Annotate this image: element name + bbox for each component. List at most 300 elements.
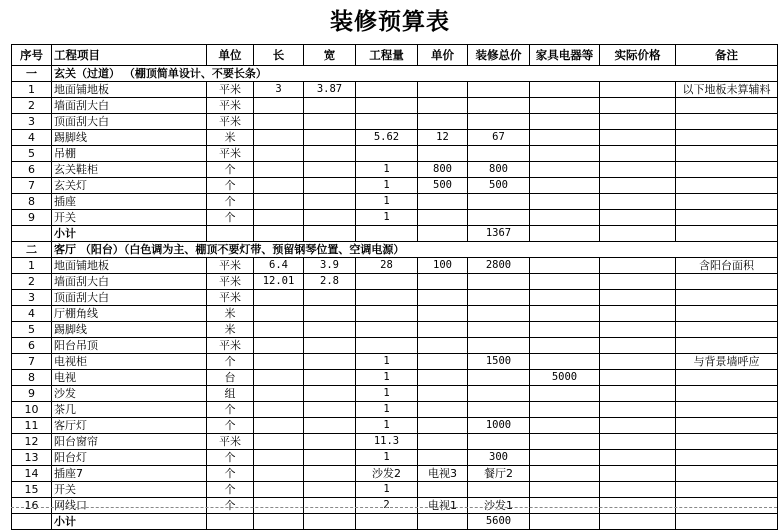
table-cell[interactable]: 1 — [356, 178, 418, 194]
table-cell[interactable]: 台 — [207, 370, 254, 386]
table-cell[interactable] — [304, 466, 356, 482]
table-cell[interactable]: 墙面刮大白 — [52, 274, 207, 290]
table-cell[interactable] — [468, 114, 530, 130]
table-cell[interactable] — [304, 194, 356, 210]
table-cell[interactable] — [600, 258, 676, 274]
table-cell[interactable] — [468, 194, 530, 210]
table-cell[interactable] — [304, 98, 356, 114]
table-cell[interactable]: 个 — [207, 466, 254, 482]
table-cell[interactable]: 沙发1 — [468, 498, 530, 514]
table-cell[interactable]: 1 — [12, 82, 52, 98]
table-cell[interactable] — [418, 450, 468, 466]
table-cell[interactable] — [600, 226, 676, 242]
table-cell[interactable] — [356, 306, 418, 322]
table-cell[interactable] — [468, 322, 530, 338]
table-cell[interactable]: 15 — [12, 482, 52, 498]
table-cell[interactable] — [600, 354, 676, 370]
table-cell[interactable] — [207, 226, 254, 242]
table-cell[interactable] — [600, 114, 676, 130]
section-header-row — [12, 66, 778, 82]
table-cell[interactable]: 1 — [356, 418, 418, 434]
table-cell[interactable] — [418, 386, 468, 402]
section-number[interactable]: 一 — [12, 66, 52, 82]
table-cell[interactable] — [356, 290, 418, 306]
table-cell[interactable]: 平米 — [207, 98, 254, 114]
table-cell[interactable] — [600, 274, 676, 290]
table-cell[interactable]: 7 — [12, 178, 52, 194]
header-cell[interactable]: 单位 — [207, 45, 254, 66]
table-cell[interactable]: 顶面刮大白 — [52, 290, 207, 306]
table-cell[interactable]: 插座 — [52, 194, 207, 210]
table-cell[interactable] — [304, 434, 356, 450]
table-cell[interactable] — [356, 146, 418, 162]
table-cell[interactable]: 踢脚线 — [52, 130, 207, 146]
header-cell[interactable]: 备注 — [676, 45, 778, 66]
table-cell[interactable] — [304, 226, 356, 242]
table-cell[interactable] — [254, 450, 304, 466]
table-cell[interactable] — [676, 162, 778, 178]
table-cell[interactable] — [468, 274, 530, 290]
table-cell[interactable]: 个 — [207, 162, 254, 178]
table-cell[interactable]: 墙面刮大白 — [52, 98, 207, 114]
table-cell[interactable]: 4 — [12, 306, 52, 322]
table-cell[interactable] — [676, 322, 778, 338]
table-cell[interactable] — [468, 98, 530, 114]
table-cell[interactable] — [304, 306, 356, 322]
table-cell[interactable]: 12 — [12, 434, 52, 450]
table-cell[interactable] — [254, 322, 304, 338]
table-cell[interactable]: 2 — [12, 98, 52, 114]
table-cell[interactable]: 16 — [12, 498, 52, 514]
table-cell[interactable]: 个 — [207, 178, 254, 194]
table-cell[interactable]: 个 — [207, 418, 254, 434]
table-cell[interactable] — [418, 434, 468, 450]
table-cell[interactable]: 8 — [12, 370, 52, 386]
table-cell[interactable]: 2.8 — [304, 274, 356, 290]
table-cell[interactable]: 1 — [356, 194, 418, 210]
table-cell[interactable] — [254, 354, 304, 370]
table-cell[interactable] — [530, 466, 600, 482]
table-cell[interactable] — [254, 370, 304, 386]
table-cell[interactable]: 玄关灯 — [52, 178, 207, 194]
table-cell[interactable] — [468, 338, 530, 354]
table-cell[interactable] — [254, 466, 304, 482]
table-cell[interactable]: 500 — [418, 178, 468, 194]
table-cell[interactable]: 玄关鞋柜 — [52, 162, 207, 178]
table-cell[interactable] — [600, 466, 676, 482]
table-cell[interactable] — [254, 210, 304, 226]
table-cell[interactable]: 4 — [12, 130, 52, 146]
table-cell[interactable] — [676, 482, 778, 498]
table-cell[interactable]: 67 — [468, 130, 530, 146]
table-cell[interactable]: 踢脚线 — [52, 322, 207, 338]
header-cell[interactable]: 长 — [254, 45, 304, 66]
table-cell[interactable] — [600, 210, 676, 226]
table-cell[interactable] — [530, 162, 600, 178]
table-cell[interactable] — [468, 482, 530, 498]
table-cell[interactable]: 9 — [12, 210, 52, 226]
table-cell[interactable] — [600, 402, 676, 418]
table-cell[interactable]: 沙发 — [52, 386, 207, 402]
table-cell[interactable] — [254, 434, 304, 450]
table-cell[interactable] — [356, 322, 418, 338]
table-cell[interactable] — [676, 274, 778, 290]
table-cell[interactable] — [254, 162, 304, 178]
table-cell[interactable] — [418, 290, 468, 306]
section-title[interactable]: 玄关（过道） （棚顶简单设计、不要长条） — [52, 66, 778, 82]
subtotal-label[interactable]: 小计 — [52, 514, 207, 530]
table-cell[interactable] — [304, 482, 356, 498]
table-cell[interactable] — [418, 194, 468, 210]
table-cell[interactable] — [304, 162, 356, 178]
table-cell[interactable]: 阳台吊顶 — [52, 338, 207, 354]
table-cell[interactable]: 厅棚角线 — [52, 306, 207, 322]
table-cell[interactable] — [356, 338, 418, 354]
table-cell[interactable]: 3.9 — [304, 258, 356, 274]
table-cell[interactable] — [600, 386, 676, 402]
table-cell[interactable] — [418, 274, 468, 290]
table-cell[interactable] — [418, 306, 468, 322]
table-cell[interactable]: 3.87 — [304, 82, 356, 98]
table-cell[interactable]: 12.01 — [254, 274, 304, 290]
table-cell[interactable] — [468, 402, 530, 418]
table-cell[interactable]: 个 — [207, 194, 254, 210]
table-cell[interactable] — [676, 386, 778, 402]
table-cell[interactable]: 7 — [12, 354, 52, 370]
table-cell[interactable] — [418, 322, 468, 338]
table-cell[interactable] — [418, 370, 468, 386]
table-cell[interactable]: 个 — [207, 210, 254, 226]
table-cell[interactable]: 11.3 — [356, 434, 418, 450]
table-cell[interactable]: 8 — [12, 194, 52, 210]
table-cell[interactable]: 2 — [12, 274, 52, 290]
table-cell[interactable]: 个 — [207, 482, 254, 498]
table-cell[interactable] — [254, 98, 304, 114]
table-cell[interactable] — [418, 482, 468, 498]
table-cell[interactable]: 个 — [207, 498, 254, 514]
table-cell[interactable]: 800 — [418, 162, 468, 178]
table-cell[interactable] — [600, 290, 676, 306]
table-cell[interactable] — [468, 370, 530, 386]
table-cell[interactable] — [254, 386, 304, 402]
table-cell[interactable]: 1 — [356, 162, 418, 178]
table-cell[interactable]: 2 — [356, 498, 418, 514]
table-cell[interactable] — [304, 130, 356, 146]
table-cell[interactable] — [304, 322, 356, 338]
section-number[interactable]: 二 — [12, 242, 52, 258]
table-cell[interactable] — [304, 178, 356, 194]
table-cell[interactable]: 与背景墙呼应 — [676, 354, 778, 370]
table-cell[interactable]: 平米 — [207, 338, 254, 354]
table-cell[interactable] — [418, 226, 468, 242]
table-cell[interactable] — [418, 418, 468, 434]
table-cell[interactable]: 100 — [418, 258, 468, 274]
table-cell[interactable]: 插座7 — [52, 466, 207, 482]
table-cell[interactable]: 3 — [12, 114, 52, 130]
table-cell[interactable]: 以下地板未算辅料 — [676, 82, 778, 98]
table-cell[interactable]: 12 — [418, 130, 468, 146]
table-cell[interactable]: 平米 — [207, 114, 254, 130]
table-cell[interactable] — [254, 418, 304, 434]
header-cell[interactable]: 序号 — [12, 45, 52, 66]
table-cell[interactable]: 2800 — [468, 258, 530, 274]
table-cell[interactable]: 组 — [207, 386, 254, 402]
table-cell[interactable] — [304, 210, 356, 226]
table-cell[interactable] — [254, 306, 304, 322]
header-cell[interactable]: 单价 — [418, 45, 468, 66]
table-cell[interactable] — [530, 450, 600, 466]
table-cell[interactable]: 米 — [207, 306, 254, 322]
table-cell[interactable]: 10 — [12, 402, 52, 418]
table-cell[interactable] — [254, 226, 304, 242]
table-cell[interactable] — [676, 210, 778, 226]
table-cell[interactable] — [676, 466, 778, 482]
table-cell[interactable] — [530, 194, 600, 210]
table-cell[interactable] — [12, 226, 52, 242]
table-cell[interactable] — [530, 482, 600, 498]
table-cell[interactable]: 13 — [12, 450, 52, 466]
table-cell[interactable]: 5.62 — [356, 130, 418, 146]
table-cell[interactable]: 1 — [356, 450, 418, 466]
table-cell[interactable] — [254, 402, 304, 418]
table-cell[interactable] — [418, 82, 468, 98]
table-cell[interactable] — [676, 370, 778, 386]
table-cell[interactable]: 米 — [207, 130, 254, 146]
table-cell[interactable]: 客厅灯 — [52, 418, 207, 434]
table-cell[interactable] — [676, 306, 778, 322]
table-cell[interactable] — [600, 98, 676, 114]
table-cell[interactable] — [304, 114, 356, 130]
table-cell[interactable] — [254, 290, 304, 306]
table-cell[interactable]: 300 — [468, 450, 530, 466]
table-cell[interactable]: 平米 — [207, 146, 254, 162]
table-cell[interactable] — [356, 98, 418, 114]
table-cell[interactable]: 电视柜 — [52, 354, 207, 370]
table-cell[interactable] — [418, 146, 468, 162]
table-cell[interactable] — [304, 354, 356, 370]
table-cell[interactable]: 1 — [356, 482, 418, 498]
table-cell[interactable] — [676, 418, 778, 434]
table-cell[interactable]: 个 — [207, 450, 254, 466]
table-cell[interactable]: 1 — [356, 210, 418, 226]
table-cell[interactable] — [418, 338, 468, 354]
header-cell[interactable]: 宽 — [304, 45, 356, 66]
table-cell[interactable] — [254, 114, 304, 130]
table-cell[interactable] — [530, 306, 600, 322]
table-cell[interactable]: 14 — [12, 466, 52, 482]
table-cell[interactable]: 地面铺地板 — [52, 82, 207, 98]
table-cell[interactable] — [530, 146, 600, 162]
table-cell[interactable] — [254, 178, 304, 194]
table-cell[interactable]: 平米 — [207, 434, 254, 450]
table-cell[interactable]: 含阳台面积 — [676, 258, 778, 274]
table-cell[interactable] — [676, 194, 778, 210]
table-cell[interactable] — [600, 178, 676, 194]
table-cell[interactable] — [676, 114, 778, 130]
table-cell[interactable] — [304, 450, 356, 466]
table-cell[interactable]: 电视3 — [418, 466, 468, 482]
table-cell[interactable]: 地面铺地板 — [52, 258, 207, 274]
table-cell[interactable] — [600, 418, 676, 434]
table-cell[interactable] — [676, 178, 778, 194]
table-cell[interactable] — [304, 338, 356, 354]
table-cell[interactable]: 1 — [356, 402, 418, 418]
table-cell[interactable] — [356, 114, 418, 130]
table-cell[interactable]: 沙发2 — [356, 466, 418, 482]
table-cell[interactable] — [600, 162, 676, 178]
subtotal-value[interactable]: 1367 — [468, 226, 530, 242]
table-cell[interactable]: 9 — [12, 386, 52, 402]
table-cell[interactable]: 3 — [12, 290, 52, 306]
table-cell[interactable]: 餐厅2 — [468, 466, 530, 482]
table-cell[interactable]: 平米 — [207, 258, 254, 274]
table-cell[interactable] — [530, 418, 600, 434]
table-cell[interactable] — [418, 210, 468, 226]
table-cell[interactable] — [600, 82, 676, 98]
table-cell[interactable] — [304, 418, 356, 434]
table-cell[interactable] — [530, 210, 600, 226]
table-cell[interactable] — [468, 210, 530, 226]
table-cell[interactable] — [254, 338, 304, 354]
table-cell[interactable] — [600, 338, 676, 354]
table-cell[interactable] — [676, 338, 778, 354]
table-cell[interactable]: 阳台灯 — [52, 450, 207, 466]
header-cell[interactable]: 家具电器等 — [530, 45, 600, 66]
subtotal-value[interactable]: 5600 — [468, 514, 530, 530]
table-cell[interactable] — [304, 402, 356, 418]
table-cell[interactable] — [254, 146, 304, 162]
table-cell[interactable] — [600, 194, 676, 210]
table-cell[interactable]: 3 — [254, 82, 304, 98]
table-cell[interactable] — [418, 114, 468, 130]
table-cell[interactable] — [304, 146, 356, 162]
table-cell[interactable] — [676, 98, 778, 114]
table-cell[interactable]: 6 — [12, 338, 52, 354]
table-cell[interactable] — [676, 146, 778, 162]
table-cell[interactable] — [600, 322, 676, 338]
table-cell[interactable]: 1 — [356, 354, 418, 370]
table-cell[interactable] — [676, 226, 778, 242]
table-cell[interactable]: 6.4 — [254, 258, 304, 274]
table-cell[interactable]: 电视1 — [418, 498, 468, 514]
table-cell[interactable]: 5 — [12, 146, 52, 162]
table-cell[interactable] — [530, 402, 600, 418]
table-cell[interactable] — [468, 82, 530, 98]
table-cell[interactable] — [530, 322, 600, 338]
table-cell[interactable] — [530, 82, 600, 98]
table-cell[interactable] — [530, 338, 600, 354]
table-cell[interactable] — [600, 450, 676, 466]
table-cell[interactable]: 1000 — [468, 418, 530, 434]
table-cell[interactable]: 平米 — [207, 274, 254, 290]
header-cell[interactable]: 工程量 — [356, 45, 418, 66]
table-cell[interactable] — [468, 306, 530, 322]
table-cell[interactable] — [468, 290, 530, 306]
table-cell[interactable]: 茶几 — [52, 402, 207, 418]
table-cell[interactable] — [254, 482, 304, 498]
table-cell[interactable] — [530, 386, 600, 402]
table-cell[interactable] — [676, 434, 778, 450]
table-cell[interactable]: 电视 — [52, 370, 207, 386]
table-cell[interactable] — [530, 178, 600, 194]
table-cell[interactable] — [530, 98, 600, 114]
table-cell[interactable]: 吊棚 — [52, 146, 207, 162]
table-cell[interactable]: 5 — [12, 322, 52, 338]
subtotal-label[interactable]: 小计 — [52, 226, 207, 242]
table-cell[interactable] — [530, 258, 600, 274]
table-cell[interactable] — [530, 130, 600, 146]
table-cell[interactable]: 11 — [12, 418, 52, 434]
table-cell[interactable]: 网线口 — [52, 498, 207, 514]
table-cell[interactable] — [676, 402, 778, 418]
table-cell[interactable]: 平米 — [207, 290, 254, 306]
table-cell[interactable] — [530, 434, 600, 450]
table-cell[interactable]: 阳台窗帘 — [52, 434, 207, 450]
header-cell[interactable]: 实际价格 — [600, 45, 676, 66]
table-cell[interactable]: 个 — [207, 402, 254, 418]
table-cell[interactable] — [304, 290, 356, 306]
table-cell[interactable]: 顶面刮大白 — [52, 114, 207, 130]
table-cell[interactable] — [676, 450, 778, 466]
table-cell[interactable] — [418, 402, 468, 418]
header-cell[interactable]: 工程项目 — [52, 45, 207, 66]
table-cell[interactable]: 平米 — [207, 82, 254, 98]
table-cell[interactable] — [676, 290, 778, 306]
table-cell[interactable] — [304, 370, 356, 386]
table-cell[interactable] — [530, 290, 600, 306]
table-cell[interactable] — [530, 274, 600, 290]
table-cell[interactable]: 开关 — [52, 482, 207, 498]
table-cell[interactable] — [418, 98, 468, 114]
table-cell[interactable] — [530, 354, 600, 370]
table-cell[interactable]: 米 — [207, 322, 254, 338]
table-cell[interactable]: 1500 — [468, 354, 530, 370]
table-cell[interactable] — [356, 82, 418, 98]
table-cell[interactable]: 28 — [356, 258, 418, 274]
table-cell[interactable]: 6 — [12, 162, 52, 178]
table-cell[interactable] — [356, 274, 418, 290]
table-cell[interactable] — [468, 146, 530, 162]
table-cell[interactable] — [600, 482, 676, 498]
table-cell[interactable] — [530, 226, 600, 242]
table-cell[interactable] — [600, 434, 676, 450]
table-row — [12, 370, 778, 386]
table-cell[interactable]: 500 — [468, 178, 530, 194]
table-cell[interactable] — [356, 226, 418, 242]
table-cell[interactable]: 1 — [356, 370, 418, 386]
table-cell[interactable] — [254, 194, 304, 210]
table-cell[interactable] — [418, 354, 468, 370]
table-cell[interactable]: 800 — [468, 162, 530, 178]
table-cell[interactable] — [676, 130, 778, 146]
table-cell[interactable] — [304, 386, 356, 402]
table-cell[interactable]: 1 — [356, 386, 418, 402]
table-cell[interactable] — [530, 114, 600, 130]
table-cell[interactable]: 5000 — [530, 370, 600, 386]
table-cell[interactable] — [468, 434, 530, 450]
table-cell[interactable]: 1 — [12, 258, 52, 274]
table-cell[interactable] — [600, 146, 676, 162]
table-cell[interactable] — [600, 306, 676, 322]
table-cell[interactable] — [600, 370, 676, 386]
header-cell[interactable]: 装修总价 — [468, 45, 530, 66]
table-cell[interactable]: 开关 — [52, 210, 207, 226]
table-cell[interactable] — [254, 130, 304, 146]
table-cell[interactable]: 个 — [207, 354, 254, 370]
table-cell[interactable] — [600, 130, 676, 146]
section-title[interactable]: 客厅 （阳台）（白色调为主、棚顶不要灯带、预留钢琴位置、空调电源） — [52, 242, 778, 258]
table-cell[interactable] — [468, 386, 530, 402]
